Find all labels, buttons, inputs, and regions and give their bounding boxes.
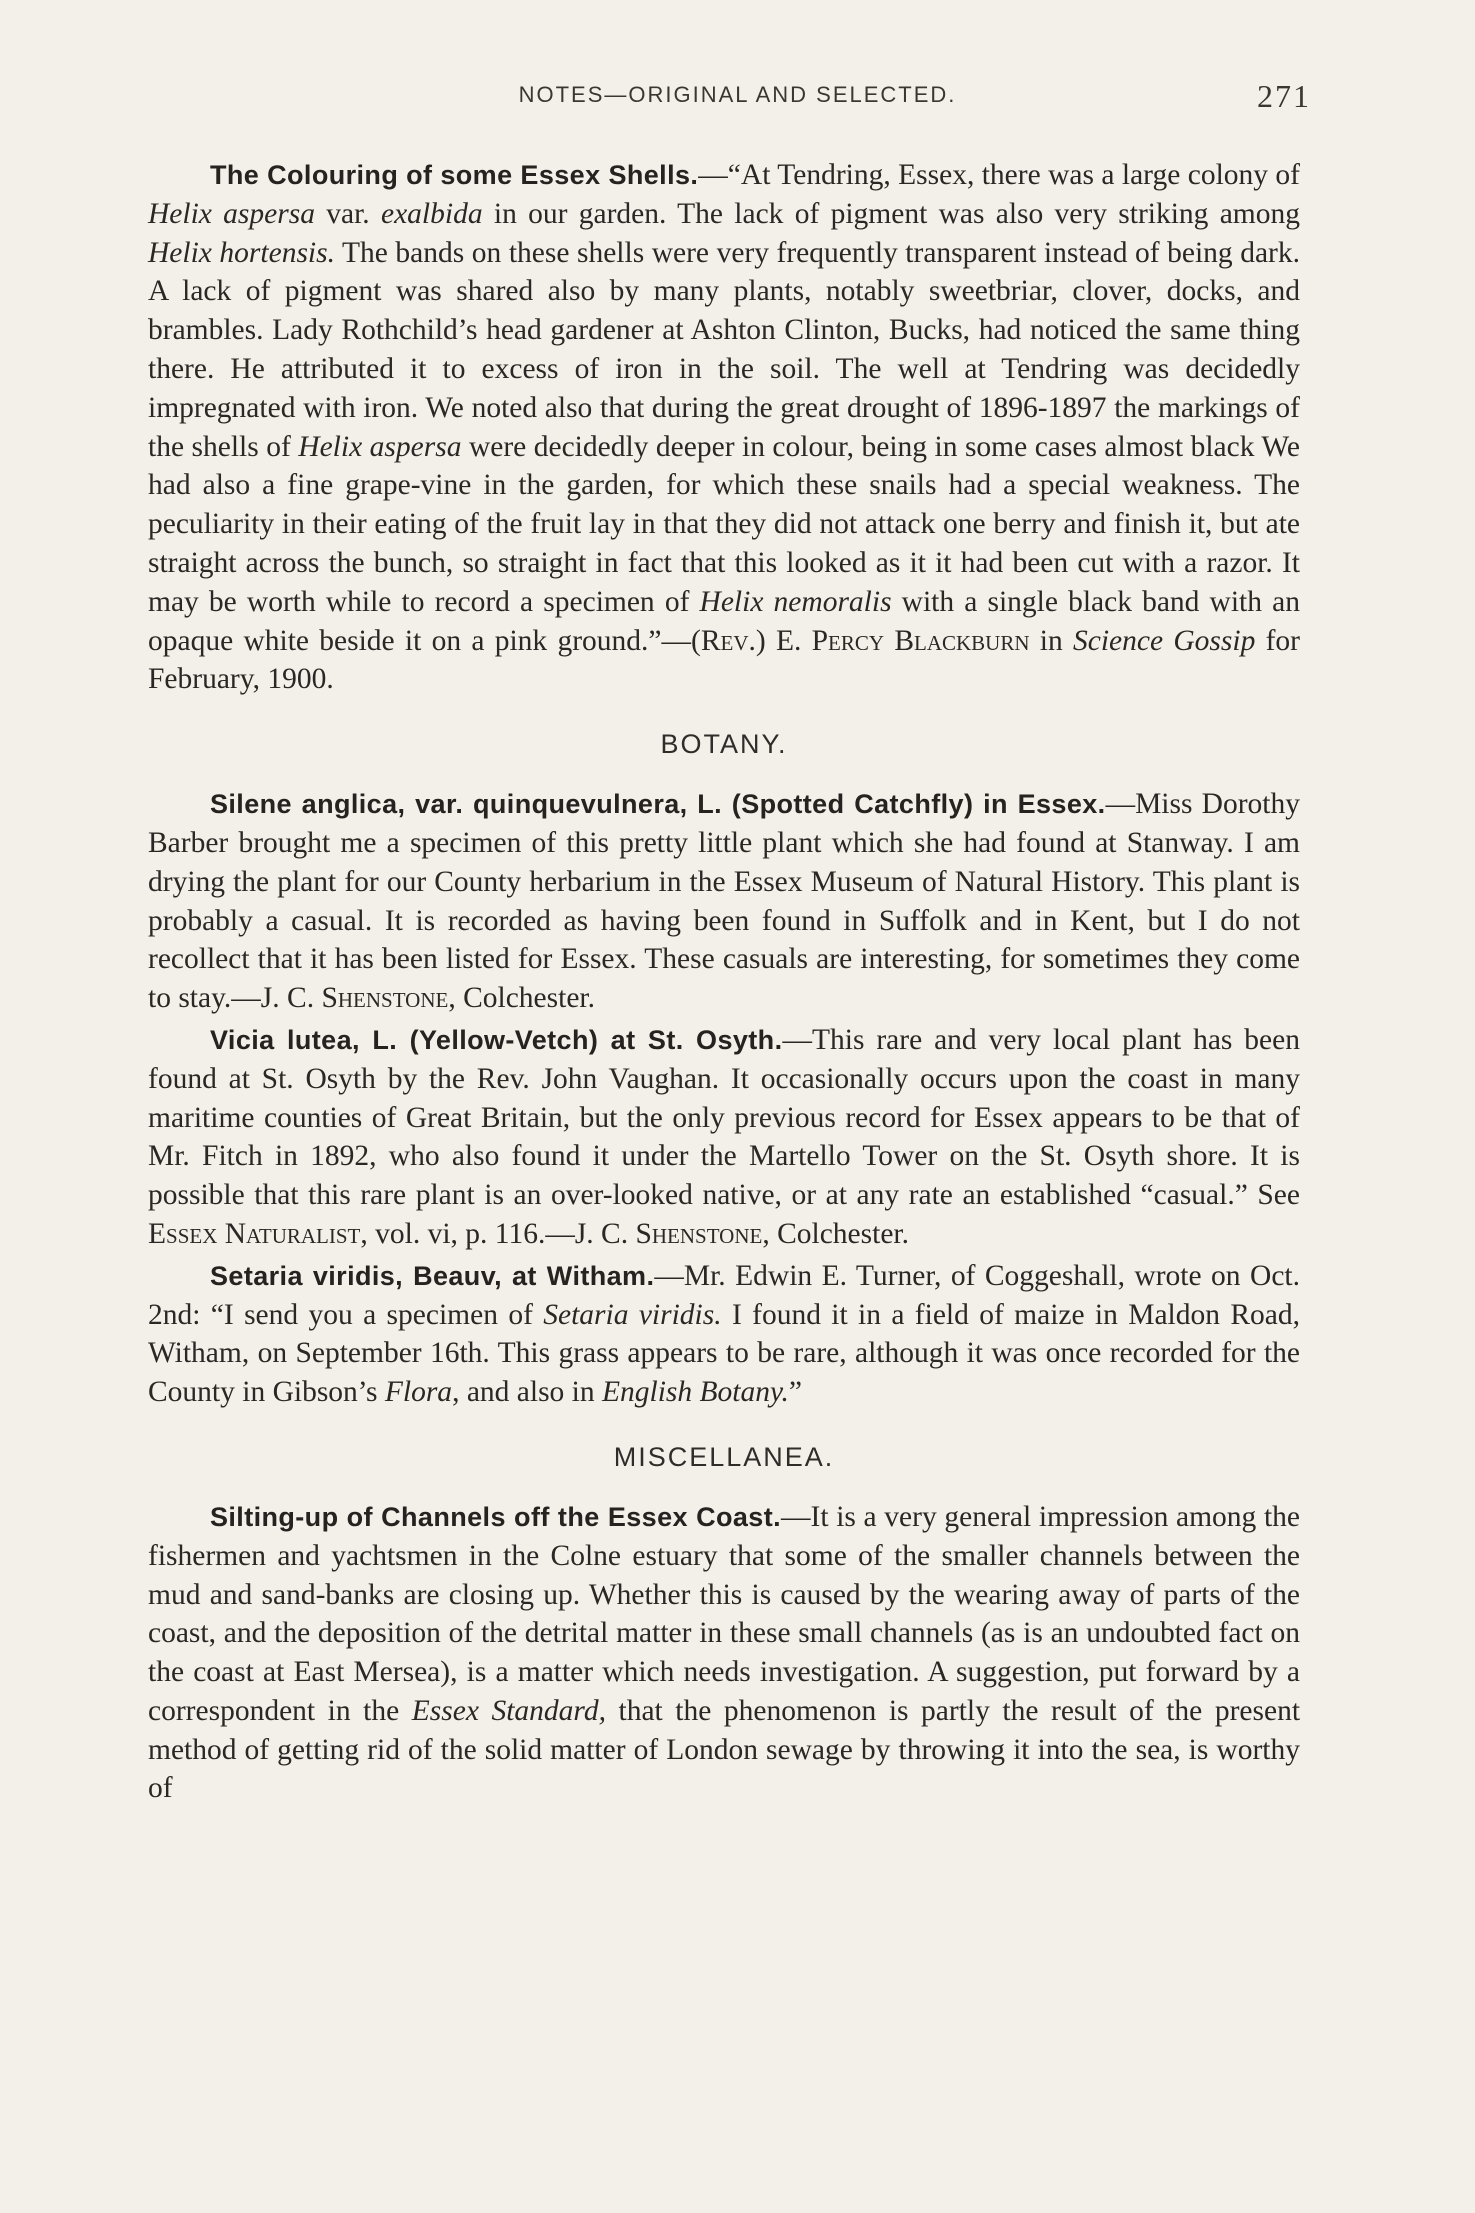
species-name: Helix hortensis. — [148, 236, 335, 269]
publication-name: Essex Standard, — [411, 1694, 606, 1727]
note-text: that the phenomenon is partly the result of the present method of getting rid of the solid matter of London sewage by throwing it into the sea, is worthy of — [148, 1694, 1301, 1805]
note-title: Silting-up of Channels off the Essex Coast. — [210, 1501, 782, 1532]
note-text: —“At Tendring, Essex, there was a large colony of — [698, 159, 1300, 191]
species-name: Helix aspersa — [148, 197, 315, 230]
author-name: Shenstone — [635, 1217, 763, 1250]
page-number: 271 — [1257, 78, 1311, 114]
section-heading-botany: BOTANY. — [660, 729, 788, 760]
note-text: , Colchester. — [448, 982, 595, 1015]
note-text: ” — [788, 1376, 802, 1409]
note-text: in — [1029, 624, 1074, 657]
publication-name: Science Gossip — [1073, 624, 1256, 657]
note-text: , Colchester. — [762, 1217, 909, 1250]
note-vicia-lutea — [148, 1021, 1300, 1254]
note-setaria-viridis — [148, 1257, 1300, 1412]
note-title: Setaria viridis, Beauv, at Witham. — [210, 1260, 655, 1291]
note-title: Silene anglica, var. quinquevulnera, L. (Spotted Catchfly) in Essex. — [210, 789, 1106, 820]
author-name: Shenstone — [321, 982, 449, 1015]
note-text: in our garden. The lack of pigment was also very striking among — [482, 197, 1300, 230]
publication-name: Flora — [384, 1376, 453, 1409]
note-text: for February, 1900. — [148, 624, 1301, 696]
page-body — [148, 156, 1300, 1811]
note-text: —Miss Dorothy Barber brought me a specimen of this pretty little plant which she had found at Stanway. I am drying the plant for our County herbarium in the Essex Museum of Natural History. This plant is probably a casual. It is recorded as having been found in Suffolk and in Kent, but I do not recollect that it has been listed for Essex. These casuals are interesting, for sometimes they come to stay.—J. C. — [148, 788, 1300, 1015]
note-silene-anglica — [148, 785, 1300, 1018]
species-name: Setaria viridis. — [543, 1298, 722, 1331]
note-text: —This rare and very local plant has been found at St. Osyth by the Rev. John Vaughan. It occasionally occurs upon the coast in many maritime counties of Great Britain, but the only previous record for Essex appears to be that of Mr. Fitch in 1892, who also found it under the Martello Tower on the St. Osyth shore. It is possible that this rare plant is an over-looked native, or at any rate an established “casual.” See — [148, 1023, 1300, 1212]
author-title: Rev. — [700, 624, 756, 657]
author-name: Percy Blackburn — [811, 624, 1030, 657]
note-text: —Mr. Edwin E. Turner, of Coggeshall, wrote on Oct. 2nd: “I send you a specimen of — [148, 1259, 1300, 1331]
species-name: Helix nemoralis — [699, 585, 892, 618]
running-title: NOTES—ORIGINAL AND SELECTED. — [518, 82, 957, 107]
note-text: The bands on these shells were very frequently transparent instead of being dark. A lack of pigment was shared also by many plants, notably sweetbriar, clover, docks, and brambles. Lady Rothchild’s head gardener at Ashton Clinton, Bucks, had noticed the same thing there. He attributed it to excess of iron in the soil. The well at Tendring was decidedly impregnated with iron. We noted also that during the great drought of 1896-1897 the markings of the shells of — [148, 236, 1301, 463]
note-text: ) E. — [755, 624, 812, 657]
note-title: Vicia lutea, L. (Yellow-Vetch) at St. Osyth. — [210, 1024, 783, 1055]
note-text: with a single black band with an opaque white beside it on a pink ground.”—( — [148, 585, 1300, 657]
note-text: were decidedly deeper in colour, being in some cases almost black We had also a fine grape-vine in the garden, for which these snails had a special weakness. The peculiarity in their eating of the fruit lay in that they did not attack one berry and finish it, but ate straight across the bunch, so straight in fact that this looked as it it had been cut with a razor. It may be worth while to record a specimen of — [148, 430, 1301, 618]
note-text: I found it in a field of maize in Maldon Road, Witham, on September 16th. This grass appears to be rare, although it was once recorded for the County in Gibson’s — [148, 1298, 1300, 1409]
note-text: —It is a very general impression among the fishermen and yachtsmen in the Colne estuary that some of the smaller channels between the mud and sand-banks are closing up. Whether this is caused by the wearing away of parts of the coast, and the deposition of the detrital matter in these small channels (as is an undoubted fact on the coast at East Mersea), is a matter which needs investigation. A suggestion, put forward by a correspondent in the — [148, 1500, 1300, 1727]
publication-name: English Botany. — [602, 1376, 789, 1409]
note-silting-channels — [148, 1498, 1300, 1808]
section-heading-miscellanea: MISCELLANEA. — [613, 1441, 835, 1472]
note-title: The Colouring of some Essex Shells. — [210, 160, 699, 190]
publication-name: Essex Naturalist — [148, 1217, 361, 1250]
running-head — [150, 78, 1325, 122]
note-colouring-essex-shells — [148, 156, 1300, 699]
species-name: Helix aspersa — [298, 430, 462, 463]
note-text: , vol. vi, p. 116.—J. C. — [360, 1217, 636, 1250]
note-text: , and also in — [452, 1376, 602, 1409]
note-text: var. — [314, 197, 381, 230]
variety-name: exalbida — [380, 197, 483, 230]
